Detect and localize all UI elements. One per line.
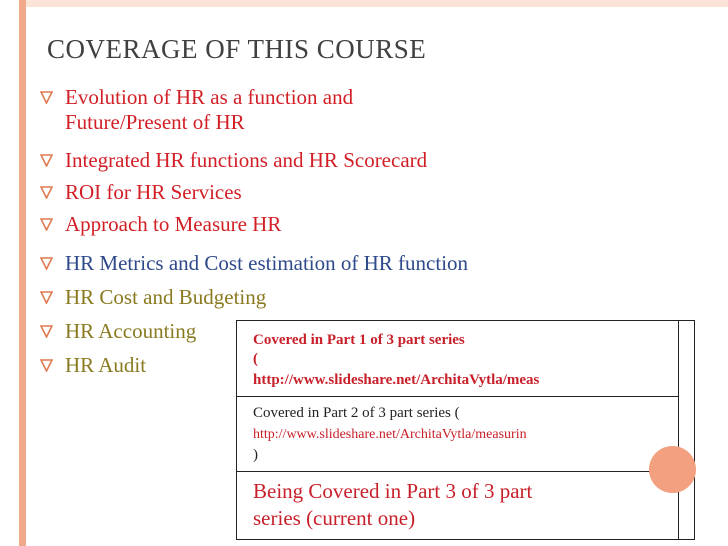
bullet-marker-icon — [40, 257, 53, 270]
bullet-text: HR Accounting — [65, 319, 197, 343]
bullet-text: Integrated HR functions and HR Scorecard — [65, 148, 428, 172]
bullet-marker-icon — [40, 154, 53, 167]
table-cell-line: Being Covered in Part 3 of 3 part — [253, 479, 533, 503]
table-cell-line: ( — [253, 351, 258, 367]
bullet-marker-icon — [40, 325, 53, 338]
part-1-link[interactable]: http://www.slideshare.net/ArchitaVytla/meas — [253, 372, 540, 388]
table-column-divider — [678, 321, 679, 539]
bullet-text-line: Future/Present of HR — [65, 110, 245, 134]
decorative-circle — [649, 446, 696, 493]
bullet-marker-icon — [40, 291, 53, 304]
slide-frame-left — [19, 0, 26, 546]
bullet-text: Approach to Measure HR — [65, 212, 282, 236]
table-row-part-2 — [237, 396, 678, 472]
table-cell-line: Covered in Part 2 of 3 part series ( — [253, 405, 460, 421]
bullet-text-line: Evolution of HR as a function and — [65, 85, 354, 109]
table-row-part-3 — [237, 471, 678, 539]
slide-title: COVERAGE OF THIS COURSE — [47, 34, 427, 64]
coverage-table — [236, 320, 695, 540]
bullet-text: ROI for HR Services — [65, 180, 242, 204]
table-row-part-1 — [237, 321, 678, 397]
table-cell-line: ) — [253, 447, 258, 463]
table-cell-line: series (current one) — [253, 506, 416, 530]
bullet-text: HR Cost and Budgeting — [65, 285, 267, 309]
bullet-text: HR Audit — [65, 353, 147, 377]
bullet-item-evolution — [40, 85, 600, 135]
bullet-marker-icon — [40, 91, 53, 104]
bullet-marker-icon — [40, 359, 53, 372]
bullet-marker-icon — [40, 186, 53, 199]
bullet-marker-icon — [40, 218, 53, 231]
slide-frame-top — [26, 0, 728, 7]
bullet-text: HR Metrics and Cost estimation of HR function — [65, 251, 469, 275]
part-2-link[interactable]: http://www.slideshare.net/ArchitaVytla/measurin — [253, 427, 527, 442]
table-cell-line: Covered in Part 1 of 3 part series — [253, 332, 465, 348]
